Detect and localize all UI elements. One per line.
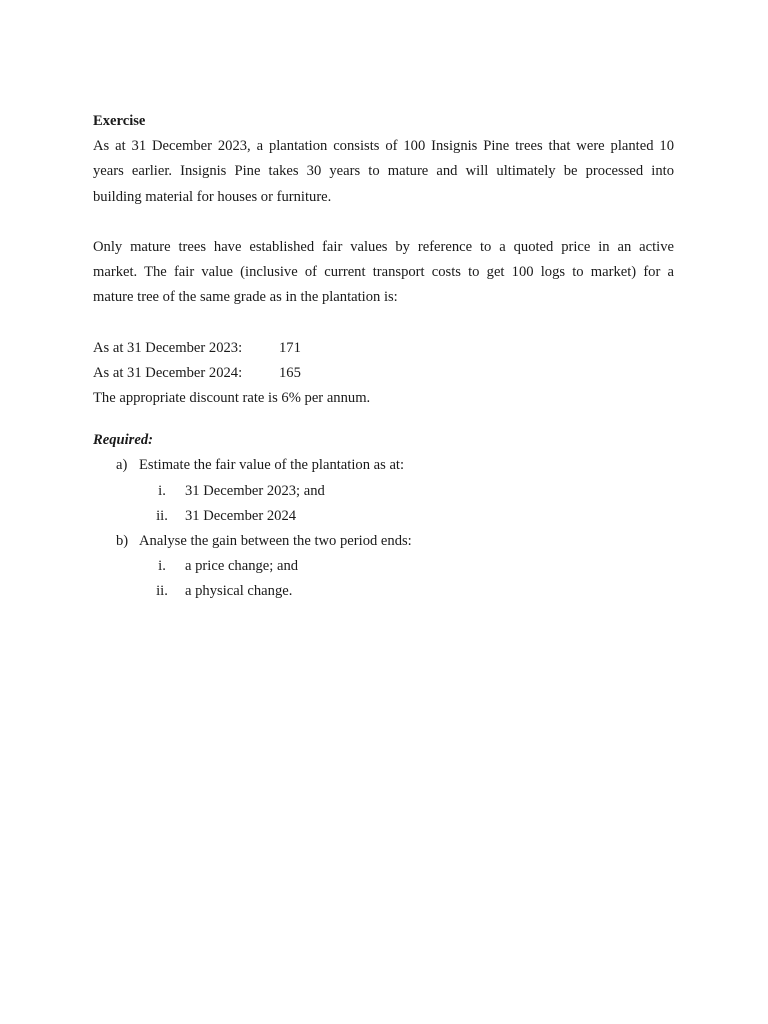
subtask-marker: i. (158, 558, 166, 575)
fair-value-amount: 165 (279, 364, 301, 381)
discount-rate-text: The appropriate discount rate is 6% per annum. (93, 390, 371, 407)
subtask-marker: i. (158, 482, 166, 499)
fair-value-amount: 171 (279, 339, 301, 356)
subtask-text: 31 December 2023; and (185, 482, 325, 499)
subtask-marker: ii. (156, 507, 168, 524)
paragraph-1-line-3: building material for houses or furniture. (93, 188, 332, 205)
paragraph-spacer (93, 411, 674, 428)
subtask-item (93, 554, 674, 579)
paragraph-spacer (93, 210, 674, 235)
task-item-b (93, 529, 674, 554)
subtask-marker: ii. (156, 583, 168, 600)
paragraph-2-line-3: mature tree of the same grade as in the plantation is: (93, 289, 398, 306)
fair-value-date-label: As at 31 December 2024: (93, 364, 243, 381)
subtask-item (93, 479, 674, 504)
paragraph-2-line-1: Only mature trees have established fair values by reference to a quoted price in an active (93, 238, 674, 255)
task-text: Estimate the fair value of the plantation as at: (139, 457, 405, 474)
subtask-item (93, 579, 674, 604)
paragraph-2-line-2: market. The fair value (inclusive of current transport costs to get 100 logs to market) for a (93, 264, 674, 281)
task-text: Analyse the gain between the two period ends: (139, 533, 412, 549)
required-label: Required: (93, 432, 153, 449)
fair-value-date-label: As at 31 December 2023: (93, 339, 243, 356)
task-marker: a) (116, 457, 128, 474)
task-item-a (93, 453, 674, 478)
fair-value-row (93, 361, 674, 386)
paragraph-1-line-2: years earlier. Insignis Pine takes 30 years to mature and will ultimately be processed into (93, 163, 674, 180)
paragraph-spacer (93, 311, 674, 336)
document-page (93, 109, 674, 605)
subtask-text: 31 December 2024 (185, 507, 297, 524)
fair-value-row (93, 336, 674, 361)
task-marker: b) (116, 533, 129, 549)
paragraph-1-line-1: As at 31 December 2023, a plantation consists of 100 Insignis Pine trees that were planted 10 (93, 138, 674, 155)
exercise-heading: Exercise (93, 113, 146, 129)
subtask-text: a price change; and (185, 558, 299, 575)
subtask-text: a physical change. (185, 583, 293, 600)
subtask-item (93, 504, 674, 529)
